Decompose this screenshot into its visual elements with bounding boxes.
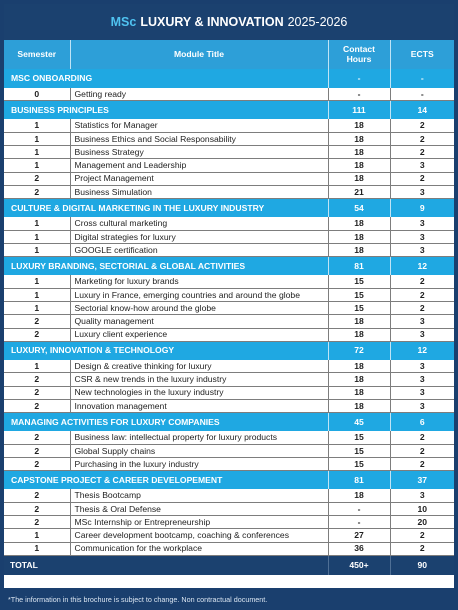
hours-cell: 18 [328,399,390,412]
semester-cell: 2 [4,444,70,457]
table-row [4,458,454,471]
semester-cell: 2 [4,386,70,399]
module-cell: Digital strategies for luxury [70,230,328,243]
table-row [4,386,454,399]
table-row [4,243,454,256]
hours-cell: - [328,88,390,101]
module-cell: Thesis Bootcamp [70,489,328,502]
semester-cell: 2 [4,315,70,328]
section-ects: - [390,69,454,88]
semester-cell: 2 [4,489,70,502]
curriculum-table [4,40,454,575]
module-cell: Global Supply chains [70,444,328,457]
hours-cell: - [328,516,390,529]
module-cell: Thesis & Oral Defense [70,502,328,515]
module-cell: Design & creative thinking for luxury [70,360,328,373]
module-cell: MSc Internship or Entrepreneurship [70,516,328,529]
title-accent: MSc [110,15,137,29]
semester-cell: 2 [4,458,70,471]
total-ects: 90 [390,555,454,575]
hours-cell: 18 [328,328,390,341]
page-title [4,4,454,40]
semester-cell: 1 [4,133,70,146]
table-row [4,431,454,444]
section-title: LUXURY, INNOVATION & TECHNOLOGY [4,341,328,360]
title-main: LUXURY & INNOVATION [140,15,284,29]
header-semester: Semester [4,40,70,69]
table-row [4,315,454,328]
ects-cell: 2 [390,133,454,146]
section-hours: 81 [328,471,390,490]
table-row [4,275,454,288]
hours-cell: 18 [328,172,390,185]
title-year: 2025-2026 [287,15,348,29]
table-row [4,328,454,341]
module-cell: Statistics for Manager [70,119,328,132]
ects-cell: 3 [390,230,454,243]
ects-cell: 3 [390,159,454,172]
semester-cell: 1 [4,230,70,243]
table-row [4,529,454,542]
ects-cell: 3 [390,386,454,399]
semester-cell: 1 [4,360,70,373]
section-header-row [4,413,454,432]
hours-cell: 15 [328,431,390,444]
semester-cell: 2 [4,172,70,185]
section-ects: 6 [390,413,454,432]
ects-cell: 3 [390,315,454,328]
section-ects: 37 [390,471,454,490]
module-cell: Purchasing in the luxury industry [70,458,328,471]
ects-cell: 10 [390,502,454,515]
ects-cell: 3 [390,217,454,230]
module-cell: Luxury client experience [70,328,328,341]
total-row [4,555,454,575]
table-row [4,185,454,198]
semester-cell: 0 [4,88,70,101]
ects-cell: 3 [390,360,454,373]
table-row [4,516,454,529]
hours-cell: 21 [328,185,390,198]
table-row [4,230,454,243]
ects-cell: 2 [390,172,454,185]
table-header-row [4,40,454,69]
module-cell: Business Simulation [70,185,328,198]
semester-cell: 1 [4,217,70,230]
semester-cell: 2 [4,502,70,515]
module-cell: Business Ethics and Social Responsability [70,133,328,146]
semester-cell: 1 [4,529,70,542]
total-hours: 450+ [328,555,390,575]
ects-cell: 2 [390,458,454,471]
table-row [4,217,454,230]
ects-cell: 2 [390,431,454,444]
module-cell: Innovation management [70,399,328,412]
hours-cell: 18 [328,315,390,328]
ects-cell: 2 [390,288,454,301]
semester-cell: 1 [4,542,70,555]
section-header-row [4,199,454,218]
table-row [4,159,454,172]
header-hours: Contact Hours [328,40,390,69]
table-row [4,288,454,301]
section-title: CAPSTONE PROJECT & CAREER DEVELOPEMENT [4,471,328,490]
hours-cell: 18 [328,230,390,243]
section-title: MSC ONBOARDING [4,69,328,88]
section-hours: 54 [328,199,390,218]
hours-cell: 27 [328,529,390,542]
ects-cell: 2 [390,542,454,555]
module-cell: CSR & new trends in the luxury industry [70,373,328,386]
hours-cell: - [328,502,390,515]
ects-cell: 2 [390,529,454,542]
semester-cell: 1 [4,302,70,315]
table-row [4,542,454,555]
hours-cell: 36 [328,542,390,555]
hours-cell: 15 [328,288,390,301]
table-row [4,133,454,146]
section-hours: 111 [328,101,390,120]
section-header-row [4,69,454,88]
section-header-row [4,257,454,276]
section-ects: 12 [390,341,454,360]
module-cell: Project Management [70,172,328,185]
hours-cell: 18 [328,373,390,386]
hours-cell: 18 [328,360,390,373]
module-cell: Sectorial know-how around the globe [70,302,328,315]
ects-cell: 2 [390,146,454,159]
section-header-row [4,101,454,120]
header-module: Module Title [70,40,328,69]
semester-cell: 2 [4,399,70,412]
hours-cell: 18 [328,243,390,256]
section-header-row [4,471,454,490]
hours-cell: 18 [328,489,390,502]
hours-cell: 18 [328,159,390,172]
ects-cell: 3 [390,399,454,412]
table-row [4,88,454,101]
semester-cell: 1 [4,146,70,159]
semester-cell: 1 [4,159,70,172]
hours-cell: 18 [328,386,390,399]
section-title: BUSINESS PRINCIPLES [4,101,328,120]
section-hours: 45 [328,413,390,432]
hours-cell: 18 [328,119,390,132]
footnote: *The information in this brochure is subject to change. Non contractual document. [8,595,268,604]
ects-cell: 2 [390,302,454,315]
section-header-row [4,341,454,360]
module-cell: Cross cultural marketing [70,217,328,230]
ects-cell: 3 [390,328,454,341]
section-title: MANAGING ACTIVITIES FOR LUXURY COMPANIES [4,413,328,432]
module-cell: Getting ready [70,88,328,101]
module-cell: GOOGLE certification [70,243,328,256]
semester-cell: 1 [4,275,70,288]
ects-cell: 3 [390,185,454,198]
semester-cell: 1 [4,243,70,256]
hours-cell: 18 [328,217,390,230]
ects-cell: 2 [390,119,454,132]
module-cell: Communication for the workplace [70,542,328,555]
section-ects: 9 [390,199,454,218]
module-cell: Career development bootcamp, coaching & conferences [70,529,328,542]
table-row [4,399,454,412]
module-cell: Marketing for luxury brands [70,275,328,288]
table-row [4,489,454,502]
header-ects: ECTS [390,40,454,69]
hours-cell: 15 [328,275,390,288]
module-cell: Management and Leadership [70,159,328,172]
section-title: CULTURE & DIGITAL MARKETING IN THE LUXURY INDUSTRY [4,199,328,218]
table-row [4,502,454,515]
module-cell: Luxury in France, emerging countries and around the globe [70,288,328,301]
table-row [4,444,454,457]
table-row [4,373,454,386]
ects-cell: 2 [390,275,454,288]
section-hours: 72 [328,341,390,360]
ects-cell: 20 [390,516,454,529]
table-row [4,146,454,159]
ects-cell: 3 [390,489,454,502]
semester-cell: 2 [4,328,70,341]
ects-cell: - [390,88,454,101]
table-row [4,302,454,315]
section-ects: 12 [390,257,454,276]
section-ects: 14 [390,101,454,120]
curriculum-card [4,4,454,588]
module-cell: Quality management [70,315,328,328]
semester-cell: 2 [4,516,70,529]
ects-cell: 3 [390,243,454,256]
hours-cell: 18 [328,146,390,159]
module-cell: Business Strategy [70,146,328,159]
module-cell: New technologies in the luxury industry [70,386,328,399]
hours-cell: 15 [328,458,390,471]
section-hours: 81 [328,257,390,276]
module-cell: Business law: intellectual property for luxury products [70,431,328,444]
hours-cell: 18 [328,133,390,146]
semester-cell: 2 [4,431,70,444]
ects-cell: 3 [390,373,454,386]
table-row [4,360,454,373]
semester-cell: 1 [4,119,70,132]
ects-cell: 2 [390,444,454,457]
hours-cell: 15 [328,302,390,315]
semester-cell: 1 [4,288,70,301]
table-row [4,172,454,185]
section-title: LUXURY BRANDING, SECTORIAL & GLOBAL ACTIVITIES [4,257,328,276]
total-label: TOTAL [4,555,328,575]
section-hours: - [328,69,390,88]
semester-cell: 2 [4,373,70,386]
hours-cell: 15 [328,444,390,457]
semester-cell: 2 [4,185,70,198]
table-row [4,119,454,132]
